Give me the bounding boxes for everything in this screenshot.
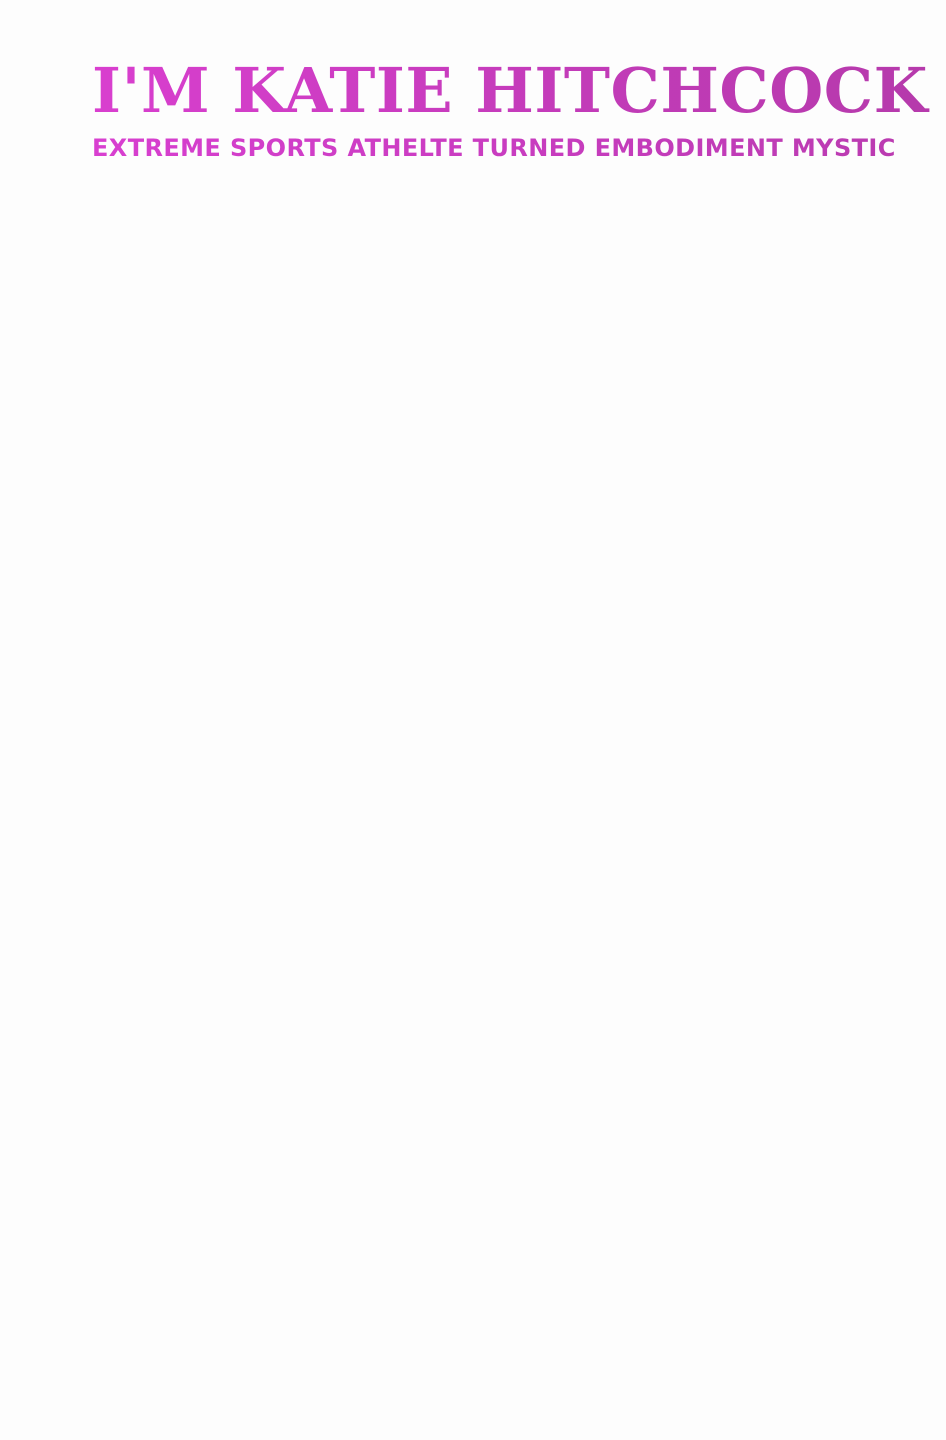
hero-subtitle: EXTREME SPORTS ATHELTE TURNED EMBODIMENT MYSTIC [92,135,946,161]
hero-header [92,54,946,163]
hero-title: I'M KATIE HITCHCOCK [92,58,946,123]
